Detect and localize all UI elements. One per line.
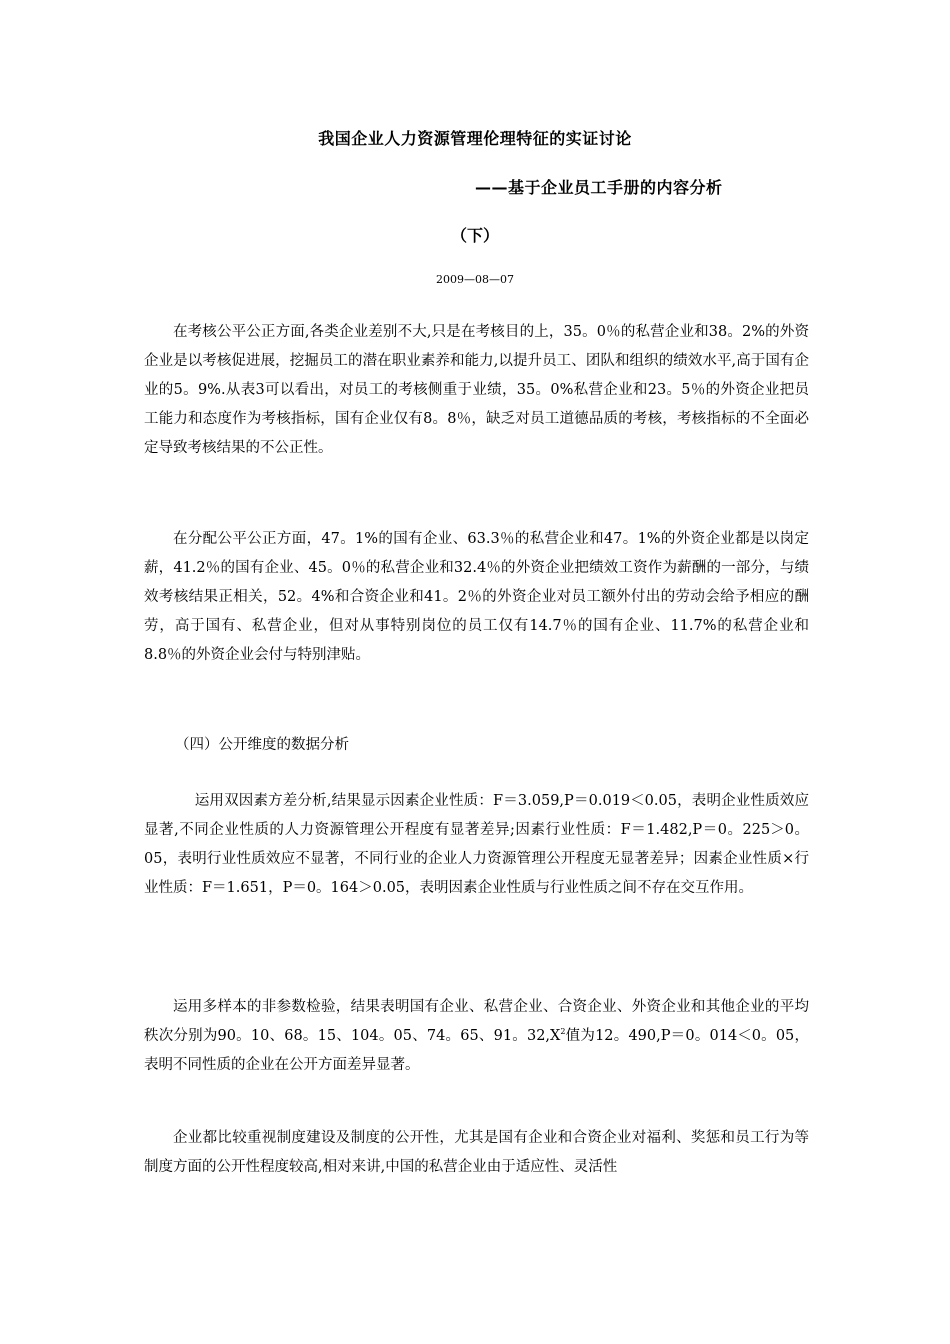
publish-date: 2009—08—07 <box>436 273 514 286</box>
paragraph-anova-analysis: 运用双因素方差分析,结果显示因素企业性质：F＝3.059,P＝0.019＜0.05，表明企业性质效应显著,不同企业性质的人力资源管理公开程度有显著差异;因素行业性质：F＝1.482,P＝0。225＞0。05，表明行业性质效应不显著，不同行业的企业人力资源管理公开程度无显著差异；因素企业性质×行业性质：F＝1.651，P＝0。164＞0.05，表明因素企业性质与行业性质之间不存在交互作用。 <box>144 793 809 896</box>
paragraph-institution-openness: 企业都比较重视制度建设及制度的公开性，尤其是国有企业和合资企业对福利、奖惩和员工行为等制度方面的公开性程度较高,相对来讲,中国的私营企业由于适应性、灵活性 <box>144 1130 809 1175</box>
document-title: 我国企业人力资源管理伦理特征的实证讨论 <box>318 129 632 148</box>
part-label: （下） <box>450 226 499 245</box>
document-subtitle: ——基于企业员工手册的内容分析 <box>475 178 723 197</box>
paragraph-distribution-fairness: 在分配公平公正方面，47。1%的国有企业、63.3％的私营企业和47。1%的外资企业都是以岗定薪，41.2％的国有企业、45。0％的私营企业和32.4％的外资企业把绩效工资作为薪酬的一部分，与绩效考核结果正相关，52。4%和合资企业和41。2％的外资企业对员工额外付出的劳动会给予相应的酬劳，高于国有、私营企业，但对从事特别岗位的员工仅有14.7％的国有企业、11.7%的私营企业和8.8％的外资企业会付与特别津贴。 <box>144 531 809 663</box>
paragraph-nonparametric-test <box>144 993 809 1080</box>
section-heading-openness: （四）公开维度的数据分析 <box>175 737 349 753</box>
chi-square-superscript: 2 <box>560 1027 566 1037</box>
paragraph-assessment-fairness: 在考核公平公正方面,各类企业差别不大,只是在考核目的上，35。0％的私营企业和38。2%的外资企业是以考核促进展，挖掘员工的潜在职业素养和能力,以提升员工、团队和组织的绩效水平,高于国有企业的5。9%.从表3可以看出，对员工的考核侧重于业绩，35。0%私营企业和23。5％的外资企业把员工能力和态度作为考核指标，国有企业仅有8。8％，缺乏对员工道德品质的考核，考核指标的不全面必定导致考核结果的不公正性。 <box>144 324 809 456</box>
p5-text-after: 值为12。490,P＝0。014＜0。05，表明不同性质的企业在公开方面差异显著。 <box>144 1028 809 1073</box>
p5-text-before: 运用多样本的非参数检验，结果表明国有企业、私营企业、合资企业、外资企业和其他企业的平均秩次分别为90。10、68。15、104。05、74。65、91。32,X <box>144 999 809 1044</box>
